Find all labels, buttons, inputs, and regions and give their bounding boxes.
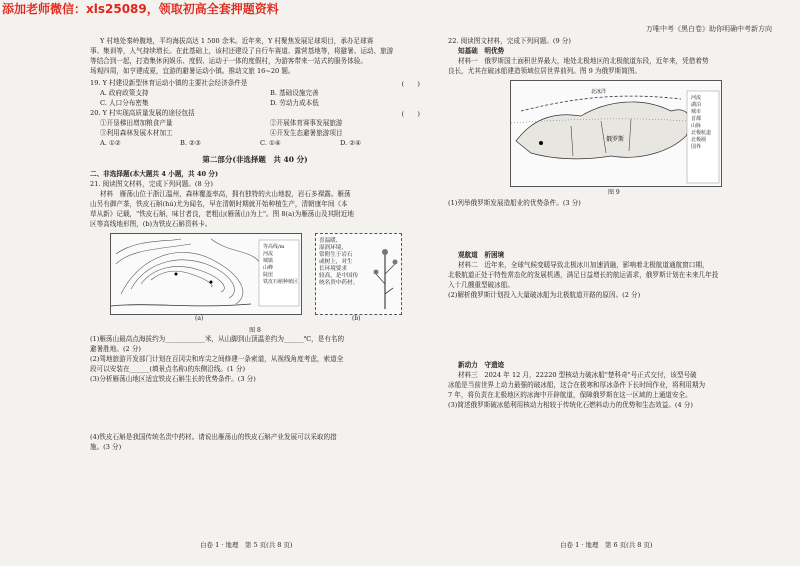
header-right: 万唯中考《黑白卷》助你明确中考新方向 [646,25,772,33]
figure-8a-contour-map [110,233,302,315]
intro-line: 场观四周，如亨建成夏，宜游的避暑运动小镇。推动文旅 16~20 题。 [90,67,295,75]
right-page [448,36,778,410]
legend-item: 山峰 [263,265,274,271]
option-c[interactable]: C. ①④ [260,139,281,147]
section-heading: 知基础 明优势 [458,47,505,55]
card-line: 湿润环境， [319,245,347,251]
map-legend [691,95,711,151]
material-line: 山另有御产茶，铁皮石斛(hú)尤为闻名，早在清朝时期就开始种植生产，清朝康年间《本 [90,200,348,208]
figure-9-caption: 图 9 [608,189,620,196]
sub-question: (3)简述俄罗斯破冰船利用核动力相较于传统化石燃料动力的优势和生态效益。(4 分) [448,401,693,409]
answer-space[interactable] [448,300,778,360]
map-legend [263,244,298,286]
sub-question: (2)驾地旅游开发部门计划在百冈尖和库尖之间修建一条索道，从视线角度考虑，索道全 [90,355,344,363]
peak-marker [175,273,178,276]
option-b[interactable]: B. ②③ [180,139,201,147]
sub-question: (1)列举俄罗斯发展造船业的优势条件。(3 分) [448,199,581,207]
figure-8b-card [315,233,402,315]
contour-line [131,260,234,298]
option-b[interactable]: B. 基础设施完善 [270,89,319,97]
answer-paren-20: ( ) [401,110,420,118]
russia-map-svg [511,81,721,186]
q20-item: ③利用森林发展木材加工 [100,129,173,137]
intro-line: Y 村地处秦岭腹地，平均海拔高达 1 500 余米。近年来，Y 村聚焦发展足球项目，承办足球赛 [100,37,374,45]
legend-item: 湖泊 [691,102,702,108]
legend-item: 城镇 [263,258,274,264]
sub-question: 段可以安装在______(填景点名称)的东侧沿线。(1 分) [90,365,246,373]
q20-item: ①开垦梯田增加粮食产量 [100,119,173,127]
option-d[interactable]: D. 劳动力成本低 [270,99,319,107]
card-line: 统名贵中药材。 [319,280,359,286]
legend-item: 城市 [691,109,702,115]
legend-item: 北极航道 [691,130,712,136]
sub-question: (4)铁皮石斛是我国传统名贵中药材。请说出雁荡山的铁皮石斛产业发展可以采取的措 [90,433,337,441]
contour-line [151,271,212,287]
answer-space[interactable] [90,384,420,432]
card-line: 常附生于岩石 [319,252,353,258]
material-line: 入十几艘重型破冰船。 [448,281,514,289]
contour-line [141,266,224,292]
contour-line [211,239,261,264]
q20-item: ④开发生态避暑旅游项目 [270,129,343,137]
map-label-country: 俄罗斯 [606,136,625,143]
option-a[interactable]: A. 政府政策支持 [100,89,149,97]
answer-paren-19: ( ) [401,80,420,88]
legend-item: 陡崖 [263,272,274,278]
option-c[interactable]: C. 人口分布密集 [100,99,149,107]
option-d[interactable]: D. ②④ [340,139,362,147]
card-line: 较高，是中国传 [319,273,359,279]
contour-line [121,252,243,304]
material-line: 草从新》记载，"铁皮石斛，味甘者良，老粗山(雁荡山)为上"。图 8(a)为雁荡山及其附近地 [90,210,354,218]
question-20: 20. Y 村实现高质量发展的途径包括 [90,109,195,117]
material-line: 7 年，将负责在北极地区的冰海中开辟航道，保障俄罗斯在这一区域的上通道安全。 [448,391,692,399]
card-line: 长环境要求 [319,266,347,272]
card-line: 喜温暖、 [319,238,342,244]
contour-line [116,244,191,264]
sub-question: (3)分析雁荡山地区适宜铁皮石斛生长的优势条件。(3 分) [90,375,256,383]
part2-title: 第二部分(非选择题 共 40 分) [202,155,308,164]
material-line: 良长，尤其在破冰船建造领域位居世界前列。图 9 为俄罗斯简图。 [448,67,642,75]
legend-item: 首都 [691,116,702,122]
legend-item: 河流 [691,95,702,101]
material-line: 区等高线地形图，(b)为铁皮石斛资料卡。 [90,220,212,228]
card-line: 或树上，对生 [319,259,353,265]
question-22: 22. 阅读图文材料，完成下列问题。(9 分) [448,37,571,45]
material-line: 材料一 俄罗斯国土面积世界最大，地处北极地区的北极航道东段，近年来，凭借着势 [458,57,709,65]
legend-item: 等高线/m [263,244,285,250]
peak-marker [210,281,213,284]
figure-8-caption: 图 8 [249,327,261,334]
sub-question: (1)雁荡山最高点海拔约为____________米，从山脚到山顶温差约为______℃，是有名的 [90,335,345,343]
map-label-ocean: 北冰洋 [591,89,607,95]
q20-item: ②开展体育赛事发展旅游 [270,119,343,127]
russia-outline [516,102,690,159]
river-line [111,304,251,306]
section-heading: 观航道 析困境 [458,251,505,259]
intro-line: 事、集训等，人气持续增长。在此基础上，该村还建设了自行车赛道、露营基地等，将避暑、运动、旅游 [90,47,394,55]
sub-question: 施。(3 分) [90,443,122,451]
orchid-plant-icon [371,244,399,309]
figure-9-russia-map [510,80,722,187]
material-line: 材料二 近年来，全球气候变暖导致北极冰川加速消融，影响着北极航道通航窗口期， [458,261,709,269]
watermark: 添加老师微信：xls25089，领取初高全套押题资料 [2,2,279,16]
material-line: 材料三 2024 年 12 月，22220 型核动力破冰船"楚科奇"号正式交付，该型号破 [458,371,697,379]
legend-item: 河流 [263,251,274,257]
section-heading: 新动力 守遗迹 [458,361,505,369]
question-19: 19. Y 村建设新型休育运动小镇的主要社会经济条件是 [90,79,248,87]
legend-item: 北极圈 [691,137,707,143]
figure-8b-label: (b) [352,315,361,322]
sub-question: (2)解析俄罗斯计划投入大量破冰船为北极航道开路的原因。(2 分) [448,291,641,299]
left-page [90,36,420,452]
figure-8a-label: (a) [195,315,204,322]
legend-item: 铁皮石斛种植区 [263,279,299,285]
intro-line: 等结合到一起，打造集休闲娱乐、度假、运动于一体的度假村，为游客带来一站式的服务体验。 [90,57,367,65]
material-line: 材料 雁荡山位于浙江温州，森林覆盖率高，拥有独特的火山地貌，岩石多裸露。雁荡 [100,190,351,198]
left-footer: 白卷 1 · 地理 第 5 页(共 8 页) [200,541,293,549]
answer-space[interactable] [448,208,778,250]
legend-item: 山脉 [691,123,702,129]
sub-question: 避暑胜地。(2 分) [90,345,141,353]
capital-marker [539,141,543,145]
material-line: 北极航道正处于特性常态化的发展机遇，满足日益增长的航运需求，俄罗斯计划在未来几年投 [448,271,719,279]
question-21: 21. 阅读图文材料，完成下列问题。(8 分) [90,180,213,188]
legend-item: 国界 [691,144,702,150]
material-line: 冰船是当前世界上动力最强的破冰船，这合在极寒和厚冰条件下长时间作业，将利用期为 [448,381,706,389]
right-footer: 白卷 1 · 地理 第 6 页(共 8 页) [560,541,653,549]
option-a[interactable]: A. ①② [100,139,121,147]
part2-subtitle: 二、非选择题(本大题共 4 小题，共 40 分) [90,170,219,178]
